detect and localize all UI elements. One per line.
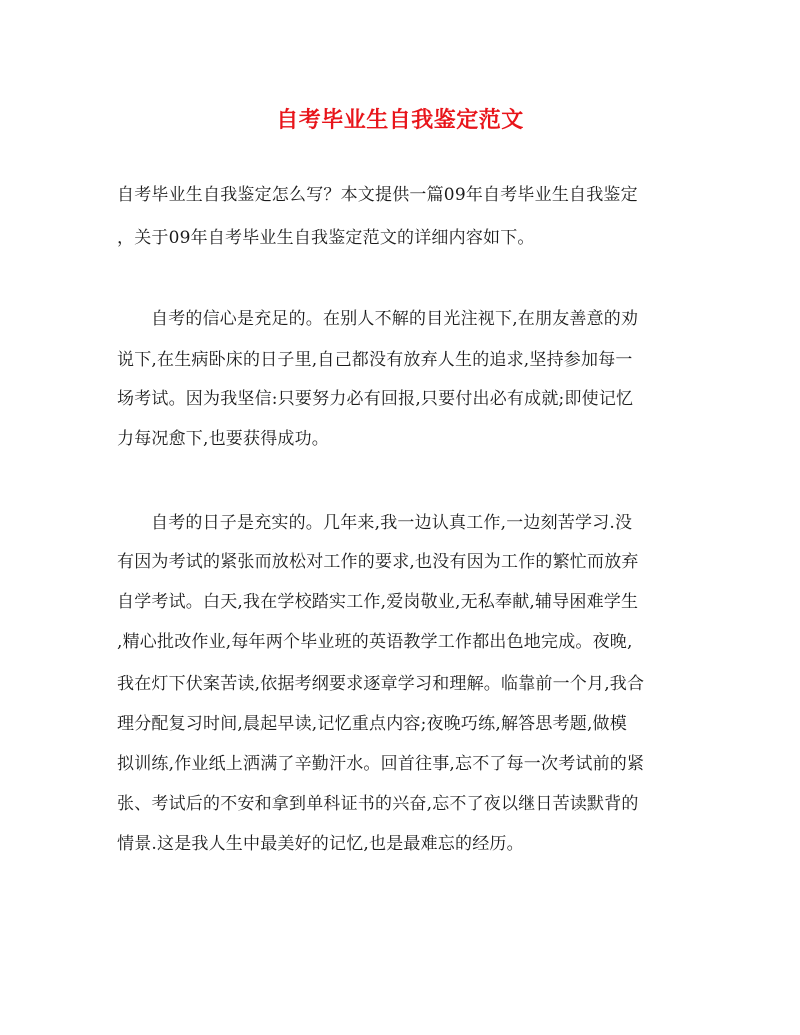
paragraph2-line-1: 自考的日子是充实的。几年来,我一边认真工作,一边刻苦学习.没 xyxy=(151,513,633,533)
paragraph2-line-6: 理分配复习时间,晨起早读,记忆重点内容;夜晚巧练,解答思考题,做模 xyxy=(117,714,627,734)
paragraph2-line-9: 情景.这是我人生中最美好的记忆,也是最难忘的经历。 xyxy=(117,834,524,854)
paragraph1-line-4: 力每况愈下,也要获得成功。 xyxy=(117,429,330,449)
paragraph1-line-3: 场考试。因为我坚信:只要努力必有回报,只要付出必有成就;即使记忆 xyxy=(117,389,634,409)
paragraph2-line-5: 我在灯下伏案苦读,依据考纲要求逐章学习和理解。临靠前一个月,我合 xyxy=(117,674,645,694)
paragraph2-line-3: 自学考试。白天,我在学校踏实工作,爱岗敬业,无私奉献,辅导困难学生 xyxy=(117,592,639,612)
paragraph2-line-7: 拟训练,作业纸上洒满了辛勤汗水。回首往事,忘不了每一次考试前的紧 xyxy=(117,754,645,774)
document-title: 自考毕业生自我鉴定范文 xyxy=(276,107,524,133)
paragraph1-line-1: 自考的信心是充足的。在别人不解的目光注视下,在朋友善意的劝 xyxy=(151,309,639,329)
intro-line-2: ，关于09年自考毕业生自我鉴定范文的详细内容如下。 xyxy=(117,228,535,248)
paragraph1-line-2: 说下,在生病卧床的日子里,自己都没有放弃人生的追求,坚持参加每一 xyxy=(117,350,633,370)
paragraph2-line-2: 有因为考试的紧张而放松对工作的要求,也没有因为工作的繁忙而放弃 xyxy=(117,552,639,572)
paragraph2-line-8: 张、考试后的不安和拿到单科证书的兴奋,忘不了夜以继日苦读默背的 xyxy=(117,794,639,814)
intro-line-1: 自考毕业生自我鉴定怎么写？本文提供一篇09年自考毕业生自我鉴定 xyxy=(117,185,638,205)
paragraph2-line-4: ,精心批改作业,每年两个毕业班的英语教学工作都出色地完成。夜晚, xyxy=(117,632,633,652)
